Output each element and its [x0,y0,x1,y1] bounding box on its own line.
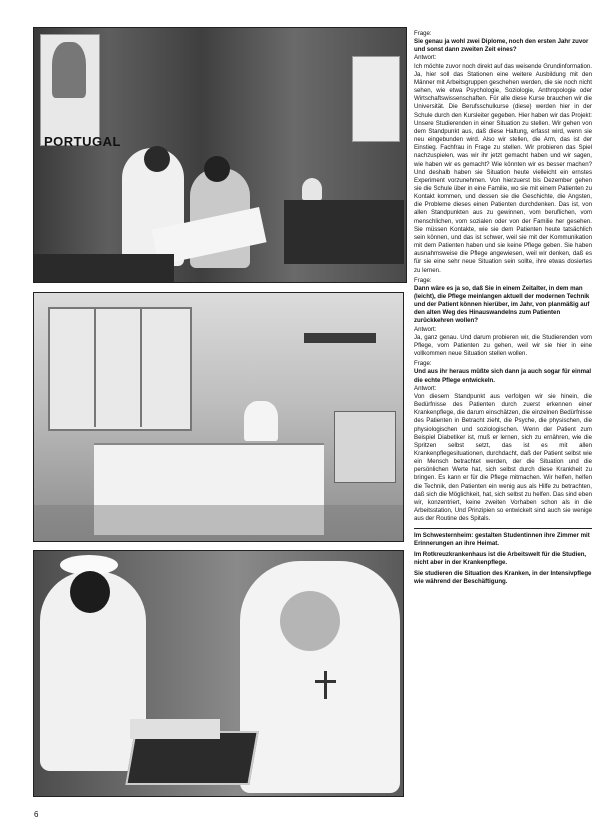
antwort-label: Antwort: [414,325,437,333]
photo-nurses-room [33,27,407,283]
frage-label: Frage: [414,360,432,368]
frage-text: Und aus ihr heraus müßte sich dann ja auch sogar für einmal die echte Pflege entwickeln. [414,368,592,384]
cross-icon [324,671,327,699]
lamp [302,178,322,200]
cross-icon-bar [315,680,336,683]
frage-text: Dann wäre es ja so, daß Sie in einem Zeitalter, in dem man (leicht), die Pflege meinlangen aktuell der modernen Technik und der Patient können hierüber, im Jahr, von planmäßig auf den alten Weg des Hinauswandelns zum Patienten zurückkehren wollen? [414,284,590,325]
ceiling-rail [304,333,376,343]
nurse-right-head [204,156,230,182]
page-number: 6 [34,810,39,819]
interview-column [414,30,592,589]
antwort-text: Ja, ganz genau. Und darum probieren wir, die Studierenden vom Pflege, vom Patienten zu gehen, weil wir sie hier in eine vollkommen neue Situation stellen wollen. [414,333,592,358]
caption-divider [414,528,592,529]
window-frame [140,307,142,427]
floor [34,505,403,541]
poster-figure [52,42,86,98]
photo-nurses-game [33,550,404,797]
caption-3: Sie studieren die Situation des Kranken, in der Intensivpflege wie während der Beschäftigung. [414,570,592,586]
floor-shadow [34,254,174,282]
window-left [48,307,192,431]
frage-text: Sie genau ja wohl zwei Diplome, noch den ersten Jahr zuvor und sonst dann zweiten Zeit eines? [414,38,589,54]
nurse-right-face [280,591,340,651]
nurse-left-face [70,571,110,613]
nurse-ward [244,401,278,441]
poster-label: PORTUGAL [44,134,121,149]
antwort-label: Antwort: [414,54,437,62]
antwort-label: Antwort: [414,384,437,392]
dresser [284,200,404,264]
game-board [125,731,259,785]
frage-label: Frage: [414,276,432,284]
antwort-text: Von diesem Standpunkt aus verfolgen wir sie hinein, die Bedürfnisse des Patienten durch zuerst erkennen einer Krankenpflege, die darum einschätzen, die einzelnen Bedürfnisse des Patienten in Betracht zieht, die Psyche, die physischen, die physiologischen und soziologischen. Wenn der Patient zum Beispiel Diabetiker ist, muß er lernen, sich zu ernähren, wie die Spritzen selbst setzt, das ist es mit allen Krankenpflegesituationen, durchdacht, daß der Patient selbst wie ein Mensch betrachtet werden, der die Situation und die persönlichen Werte hat, sich selbst durch diese Krankheit zu bringen. Es kann er für die Pflege mitmachen. Wir helfen, helfen die Technik, den Patienten ein wenig aus als Hilfe zu betrachten, daß sich die Möglichkeit, hat, sich selbst zu helfen. Das sind eben wir, konzentriert, keine zweiten Vorhaben schon als in die Arbeitsstation, Und Prinzipien so entwickelt sind auch sie wenige aus der Routine des Spitals. [414,392,592,523]
bedside-equipment [334,411,396,483]
game-box [130,719,220,739]
antwort-text: Ich möchte zuvor noch direkt auf das weisende Grundinformation. Ja, hier soll das Stationen eine weitere Ausbildung mit den Männer mit Arbeitsgruppen geschehen werden, die sie noch nicht sehen, wie etwa Psychologie, Soziologie, Anthropologie oder Wirtschaftswissenschaften. Für alle diese Kurse brauchen wir die Universität. Die Berufsschulkurse (diese) werden hier in der Schule durch den Kursleiter gegeben. Hier haben wir das Projekt: Unsere Studierenden in einer Situation zu stellen. Wir gehen von dem Standpunkt aus, daß diese Haltung, erfasst wird, wenn sie neu eingebunden wird. Also wir stellen, die Arm, das ist der Einstieg. Fachfrau in Frage zu stellen. Wir probieren das Spiel nachzuspielen, was wir ihr jetzt gemacht haben und wir sagen, wie haben wir es gemacht? Wie könnten wir es besser machen? Und deshalb haben sie Situation heute vielleicht ein ernstes Experiment vorzunehmen. Von hierzuerst bis Dezember gehen sie die Schule über in eine Familie, wo sie mit einem Patienten zu Kontakt kommen, und dessen sie die Geschichte, die Angsten, die Probleme dieses einen Patienten durchdenken. Das ist, von allen Standpunkten aus zu gewinnen, vom beruflichen, vom menschlichen, vom sozialen oder von der Familie her gesehen. Sie müssen Kontakte, wie sie dem Patienten heute tatsächlich sein können, und das ist schwer, weil sie mit der Kommunikation mit dem Patienten haben und sie keine Pflege geben. Sie haben ausnahmsweise die Pflege angewiesen, weil wir denken, daß es für sie eine sehr neue Situation sein sollte, ihre etwas dosiertes zu lernen. [414,62,592,274]
caption-1: Im Schwesternheim: gestalten Studentinnen ihre Zimmer mit Erinnerungen an ihre Heimat. [414,532,590,548]
frage-label: Frage: [414,30,432,37]
wall-poster [352,56,400,142]
window-frame [94,307,96,427]
caption-2: Im Rotkreuzkrankenhaus ist die Arbeitswelt für die Studien, nicht aber in der Krankenpflege. [414,551,587,567]
nurse-left-head [144,146,170,172]
photo-hospital-ward [33,292,404,542]
